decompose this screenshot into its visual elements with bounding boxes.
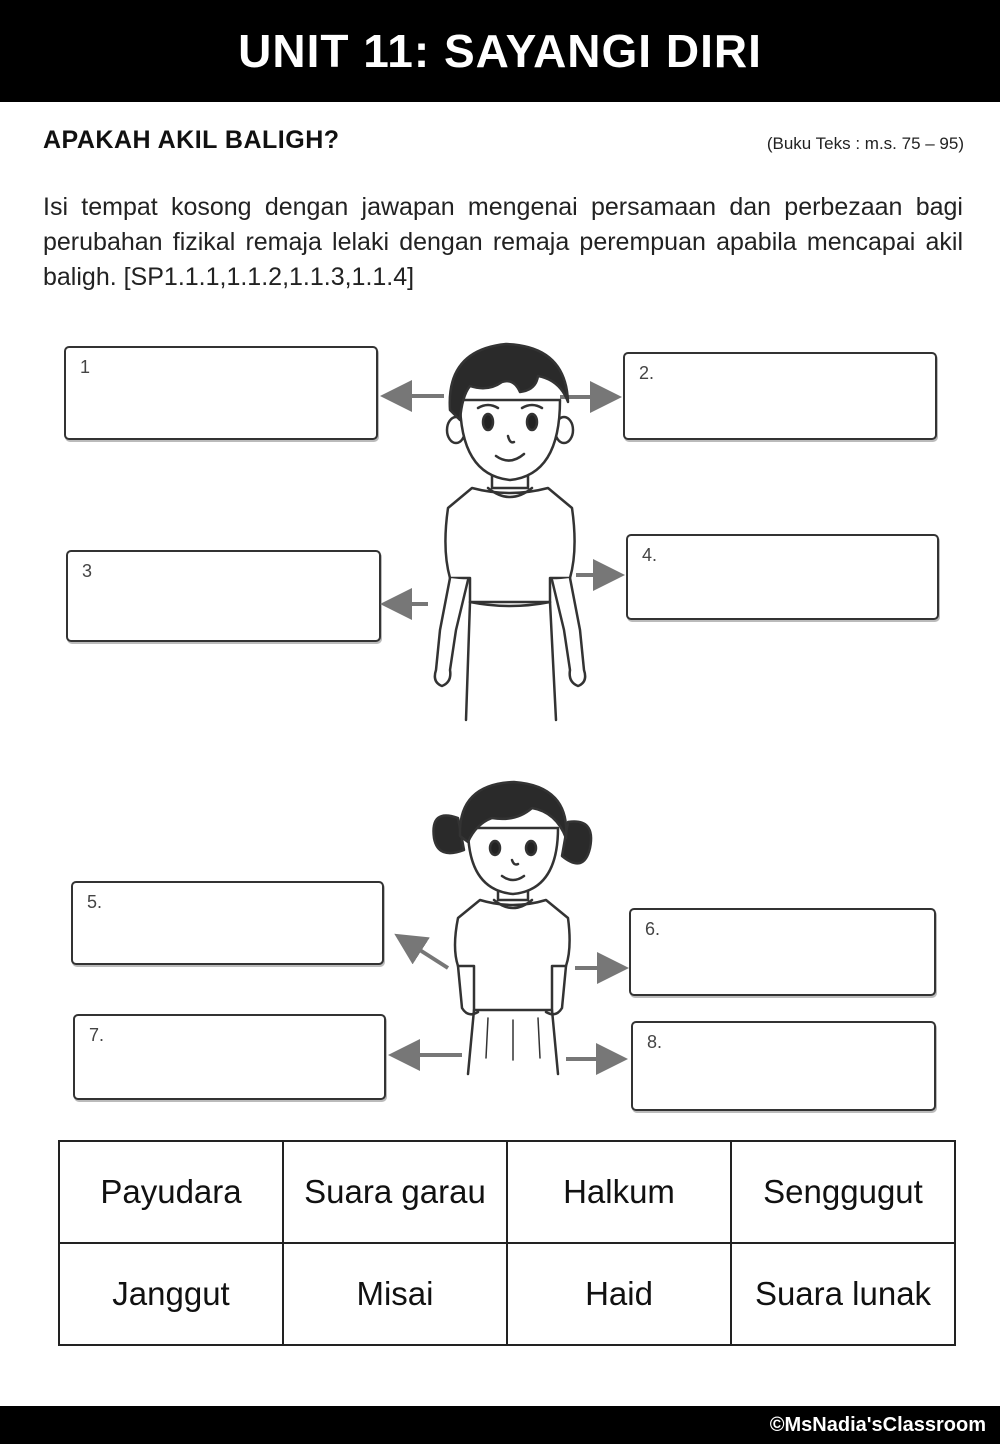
page-title: UNIT 11: SAYANGI DIRI (238, 25, 762, 77)
boy-illustration (410, 330, 610, 725)
table-row (59, 1141, 955, 1243)
answer-box-number: 2. (639, 363, 655, 383)
answer-box-number: 1 (80, 357, 91, 377)
answer-box-number: 3 (82, 561, 93, 581)
answer-box-number: 5. (87, 892, 103, 912)
answer-box-number: 4. (642, 545, 658, 565)
girl-illustration (428, 778, 598, 1078)
word-cell[interactable]: Halkum (507, 1141, 731, 1243)
answer-box-number: 7. (89, 1025, 105, 1045)
footer-credit: ©MsNadia'sClassroom (769, 1414, 986, 1436)
word-cell[interactable]: Suara garau (283, 1141, 507, 1243)
instruction-text: Isi tempat kosong dengan jawapan mengenai persamaan dan perbezaan bagi perubahan fizikal remaja lelaki dengan remaja perempuan apabila mencapai akil baligh. [SP1.1.1,1.1.2,1.1.3,1.1.4] (43, 193, 963, 291)
word-cell[interactable]: Suara lunak (731, 1243, 955, 1345)
word-cell[interactable]: Janggut (59, 1243, 283, 1345)
answer-box-number: 8. (647, 1032, 663, 1052)
word-cell[interactable]: Senggugut (731, 1141, 955, 1243)
word-bank-table (58, 1140, 956, 1346)
word-cell[interactable]: Misai (283, 1243, 507, 1345)
word-cell[interactable]: Haid (507, 1243, 731, 1345)
answer-box-number: 6. (645, 919, 661, 939)
textbook-reference: (Buku Teks : m.s. 75 – 95) (766, 134, 964, 153)
footer-bar (0, 1406, 1000, 1444)
word-cell[interactable]: Payudara (59, 1141, 283, 1243)
section-title: APAKAH AKIL BALIGH? (43, 126, 340, 154)
table-row (59, 1243, 955, 1345)
